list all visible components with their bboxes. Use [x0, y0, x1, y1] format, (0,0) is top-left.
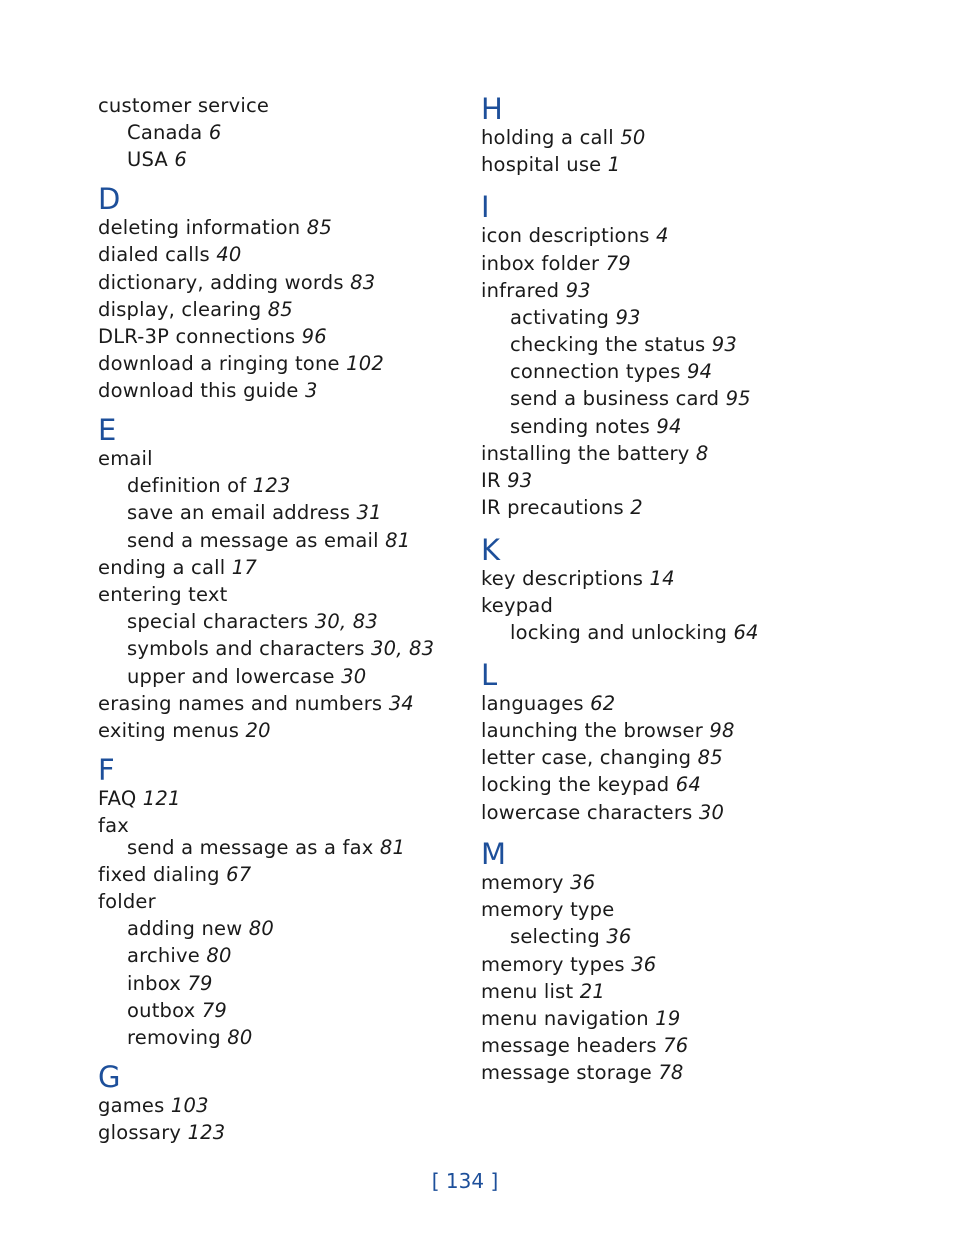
- index-page-ref: 98: [709, 719, 735, 742]
- index-page-ref: 93: [507, 469, 533, 492]
- index-page-ref: 79: [201, 999, 228, 1022]
- index-entry: [98, 1121, 225, 1145]
- index-page-ref: 36: [570, 871, 596, 894]
- index-term: dictionary, adding words: [98, 271, 344, 294]
- index-term: locking the keypad: [481, 773, 670, 796]
- index-term: locking and unlocking: [510, 621, 728, 644]
- index-entry: [481, 871, 595, 895]
- index-term: hospital use: [481, 153, 602, 176]
- index-page-ref: 93: [565, 279, 591, 302]
- index-page-ref: 95: [725, 387, 751, 410]
- index-entry: [481, 594, 553, 618]
- index-page-ref: 85: [306, 216, 332, 239]
- page-number: [ 134 ]: [431, 1169, 499, 1193]
- index-entry: [481, 953, 656, 977]
- index-subentry: [510, 333, 737, 357]
- index-page-ref: 64: [675, 773, 701, 796]
- index-entry: [481, 1007, 680, 1031]
- index-term: Canada: [127, 121, 203, 144]
- index-section-letter: L: [481, 658, 498, 692]
- index-term: inbox folder: [481, 252, 600, 275]
- index-term: display, clearing: [98, 298, 262, 321]
- index-term: inbox: [127, 972, 182, 995]
- index-entry: [98, 379, 318, 403]
- index-entry: [98, 863, 251, 887]
- index-page-ref: 14: [649, 567, 675, 590]
- index-page-ref: 79: [187, 972, 213, 995]
- index-term: deleting information: [98, 216, 301, 239]
- index-page-ref: 20: [245, 719, 271, 742]
- index-term: holding a call: [481, 126, 614, 149]
- index-subentry: [127, 529, 410, 553]
- index-section-letter: H: [481, 92, 503, 126]
- index-subentry: [127, 665, 366, 689]
- index-term: memory type: [481, 898, 615, 921]
- index-term: special characters: [127, 610, 309, 633]
- index-page-ref: 2: [630, 496, 643, 519]
- index-entry: [98, 583, 227, 607]
- index-entry: [481, 469, 532, 493]
- index-page-ref: 21: [579, 980, 605, 1003]
- index-section-letter: M: [481, 837, 507, 871]
- index-section-letter: G: [98, 1060, 121, 1094]
- index-entry: [481, 153, 620, 177]
- index-term: definition of: [127, 474, 247, 497]
- index-entry: [481, 692, 615, 716]
- index-entry: [481, 773, 701, 797]
- index-term: glossary: [98, 1121, 182, 1144]
- index-page-ref: 121: [142, 787, 181, 810]
- index-subentry: [127, 972, 213, 996]
- index-term: exiting menus: [98, 719, 240, 742]
- index-entry: [98, 325, 327, 349]
- index-page-ref: 79: [605, 252, 631, 275]
- index-entry: [481, 252, 631, 276]
- index-page-ref: 30: [698, 801, 725, 824]
- index-term: removing: [127, 1026, 221, 1049]
- index-subentry: [127, 637, 434, 661]
- index-subentry: [510, 621, 759, 645]
- index-page-ref: 93: [615, 306, 641, 329]
- index-page-ref: 36: [606, 925, 632, 948]
- index-page-ref: 78: [658, 1061, 684, 1084]
- index-page-ref: 96: [301, 325, 327, 348]
- index-term: archive: [127, 944, 200, 967]
- index-term: download this guide: [98, 379, 299, 402]
- index-page-ref: 123: [252, 474, 291, 497]
- index-page-ref: 123: [187, 1121, 226, 1144]
- index-entry: [481, 567, 675, 591]
- index-term: languages: [481, 692, 584, 715]
- index-subentry: [510, 925, 632, 949]
- index-entry: [481, 719, 735, 743]
- index-page-ref: 30, 83: [314, 610, 379, 633]
- index-page-ref: 93: [711, 333, 737, 356]
- index-page-ref: 67: [226, 863, 252, 886]
- index-term: memory types: [481, 953, 625, 976]
- index-term: fax: [98, 814, 129, 837]
- index-subentry: [127, 917, 274, 941]
- index-page-ref: 85: [697, 746, 723, 769]
- index-entry: [98, 447, 153, 471]
- index-term: menu list: [481, 980, 574, 1003]
- index-entry: [98, 94, 269, 118]
- index-page-ref: 30, 83: [371, 637, 435, 660]
- index-subentry: [127, 1026, 252, 1050]
- index-term: infrared: [481, 279, 560, 302]
- index-subentry: [510, 360, 712, 384]
- index-term: menu navigation: [481, 1007, 649, 1030]
- index-page-ref: 81: [379, 836, 406, 859]
- index-term: dialed calls: [98, 243, 210, 266]
- index-entry: [98, 1094, 209, 1118]
- index-page-ref: 19: [655, 1007, 681, 1030]
- index-entry: [98, 271, 375, 295]
- index-entry: [481, 1034, 688, 1058]
- index-term: installing the battery: [481, 442, 690, 465]
- index-page-ref: 80: [248, 917, 274, 940]
- index-entry: [98, 692, 414, 716]
- index-section-letter: D: [98, 182, 121, 216]
- index-subentry: [127, 148, 187, 172]
- index-entry: [481, 746, 723, 770]
- index-subentry: [127, 610, 378, 634]
- index-term: outbox: [127, 999, 196, 1022]
- index-term: customer service: [98, 94, 270, 117]
- index-term: FAQ: [98, 787, 137, 810]
- index-page-ref: 17: [231, 556, 257, 579]
- index-term: keypad: [481, 594, 554, 617]
- index-subentry: [127, 944, 232, 968]
- index-page-ref: 94: [656, 415, 682, 438]
- index-page-ref: 36: [631, 953, 657, 976]
- index-entry: [481, 442, 709, 466]
- index-term: IR precautions: [481, 496, 624, 519]
- index-subentry: [127, 121, 221, 145]
- index-entry: [98, 890, 156, 914]
- index-term: message storage: [481, 1061, 652, 1084]
- index-entry: [98, 298, 293, 322]
- index-page-ref: 31: [356, 501, 382, 524]
- index-term: memory: [481, 871, 564, 894]
- index-entry: [98, 556, 257, 580]
- index-page-ref: 64: [733, 621, 759, 644]
- index-page-ref: 76: [663, 1034, 689, 1057]
- index-page-ref: 6: [208, 121, 222, 144]
- index-term: ending a call: [98, 556, 226, 579]
- index-term: selecting: [510, 925, 600, 948]
- index-term: message headers: [481, 1034, 657, 1057]
- index-page-ref: 102: [346, 352, 384, 375]
- index-page-ref: 50: [620, 126, 646, 149]
- index-subentry: [127, 474, 291, 498]
- index-entry: [98, 352, 384, 376]
- index-entry: [481, 496, 643, 520]
- index-page-ref: 6: [174, 148, 187, 171]
- index-section-letter: K: [481, 533, 501, 567]
- index-term: lowercase characters: [481, 801, 693, 824]
- index-term: save an email address: [127, 501, 351, 524]
- index-term: sending notes: [510, 415, 650, 438]
- index-subentry: [127, 999, 227, 1023]
- index-page-ref: 34: [388, 692, 414, 715]
- index-term: checking the status: [510, 333, 706, 356]
- index-subentry: [127, 836, 405, 860]
- index-page-ref: 1: [607, 153, 621, 176]
- index-page-ref: 83: [350, 271, 376, 294]
- index-page-ref: 85: [267, 298, 293, 321]
- index-page-ref: 3: [305, 379, 318, 402]
- index-section-letter: I: [481, 190, 490, 224]
- index-subentry: [510, 306, 641, 330]
- index-term: entering text: [98, 583, 228, 606]
- index-term: games: [98, 1094, 165, 1117]
- index-term: IR: [481, 469, 501, 492]
- index-entry: [481, 279, 591, 303]
- index-term: letter case, changing: [481, 746, 692, 769]
- index-term: key descriptions: [481, 567, 644, 590]
- index-term: DLR-3P connections: [98, 325, 296, 348]
- index-subentry: [127, 501, 382, 525]
- index-entry: [481, 126, 646, 150]
- index-entry: [481, 980, 605, 1004]
- index-page-ref: 81: [385, 529, 411, 552]
- index-term: folder: [98, 890, 156, 913]
- index-term: send a message as a fax: [127, 836, 374, 859]
- index-page-ref: 103: [170, 1094, 209, 1117]
- index-page-ref: 40: [216, 243, 242, 266]
- index-page-ref: 80: [227, 1026, 253, 1049]
- index-term: connection types: [510, 360, 681, 383]
- index-term: send a business card: [510, 387, 720, 410]
- index-term: send a message as email: [127, 529, 379, 552]
- index-term: activating: [510, 306, 610, 329]
- index-entry: [481, 224, 669, 248]
- index-term: USA: [127, 148, 168, 171]
- index-page-ref: 8: [695, 442, 709, 465]
- index-term: icon descriptions: [481, 224, 650, 247]
- index-entry: [98, 814, 129, 838]
- index-page-ref: 80: [206, 944, 232, 967]
- index-subentry: [510, 415, 682, 439]
- index-term: erasing names and numbers: [98, 692, 383, 715]
- index-page-ref: 4: [656, 224, 669, 247]
- index-subentry: [510, 387, 751, 411]
- index-entry: [481, 801, 724, 825]
- index-entry: [481, 898, 614, 922]
- index-entry: [98, 243, 241, 267]
- index-term: fixed dialing: [98, 863, 220, 886]
- index-section-letter: E: [98, 413, 117, 447]
- index-page-ref: 30: [341, 665, 367, 688]
- index-entry: [481, 1061, 684, 1085]
- index-term: symbols and characters: [127, 637, 365, 660]
- index-term: email: [98, 447, 153, 470]
- index-entry: [98, 216, 332, 240]
- index-term: upper and lowercase: [127, 665, 335, 688]
- index-term: adding new: [127, 917, 243, 940]
- index-page-ref: 62: [590, 692, 616, 715]
- index-entry: [98, 719, 271, 743]
- index-entry: [98, 787, 181, 811]
- index-page-ref: 94: [686, 360, 713, 383]
- index-term: download a ringing tone: [98, 352, 340, 375]
- index-section-letter: F: [98, 753, 115, 787]
- index-term: launching the browser: [481, 719, 703, 742]
